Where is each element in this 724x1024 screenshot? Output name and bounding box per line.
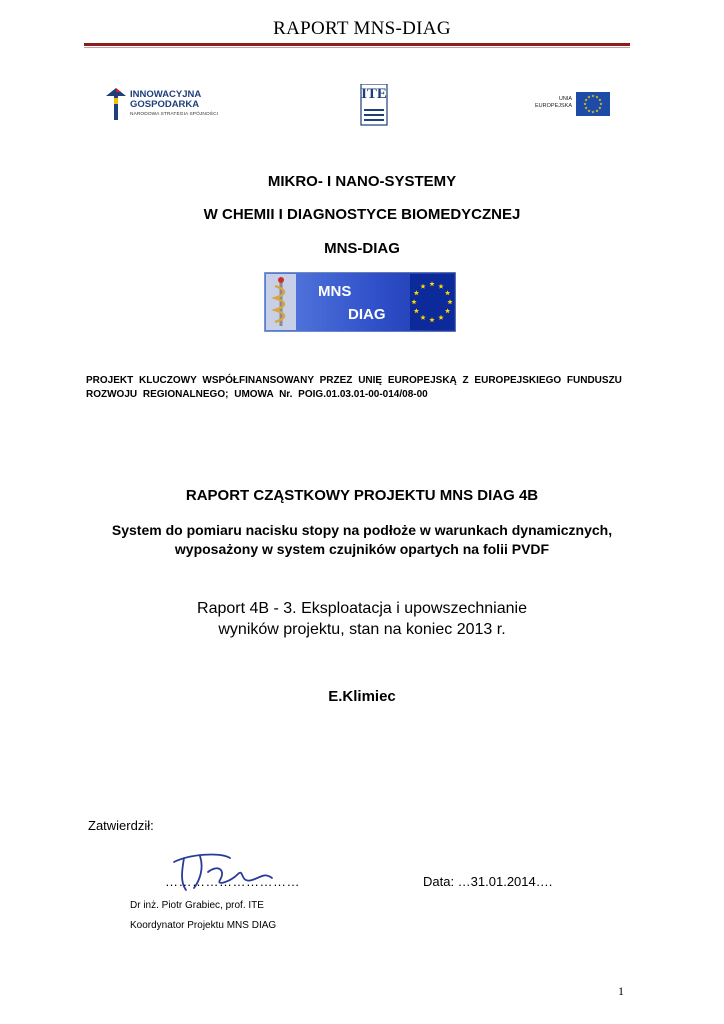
project-line-2: ROZWOJU REGIONALNEGO; UMOWA Nr. POIG.01.03.01-00-014/08-00 — [86, 389, 428, 400]
report-description-line-2: wyników projektu, stan na koniec 2013 r. — [218, 621, 506, 638]
report-subtitle-line-2: wyposażony w system czujników opartych na folii PVDF — [174, 541, 550, 557]
page-number: 1 — [618, 984, 624, 998]
ig-logo-subtext: NARODOWA STRATEGIA SPÓJNOŚCI — [130, 112, 219, 117]
mns-banner-text-1: MNS — [318, 283, 352, 300]
signer-role: Koordynator Projektu MNS DIAG — [130, 920, 277, 931]
title-line-1: MIKRO- I NANO-SYSTEMY — [267, 173, 457, 190]
eu-star-icon — [595, 95, 598, 98]
ig-line-2: GOSPODARKA — [130, 99, 200, 110]
eu-logo-text — [532, 96, 572, 110]
signer-block — [130, 896, 276, 936]
approval-date: Data: …31.01.2014…. — [423, 874, 553, 889]
eu-logo — [532, 92, 612, 118]
eu-star-icon — [587, 109, 590, 112]
eu-star-icon — [587, 95, 590, 98]
eu-star-icon — [599, 102, 602, 105]
ig-line-1: INNOWACYJNA — [130, 89, 202, 100]
ig-logo-text — [130, 90, 201, 110]
eu-star-icon — [583, 102, 586, 105]
mns-diag-banner — [264, 272, 456, 332]
eu-flag-icon — [576, 92, 610, 116]
title-line-3: MNS-DIAG — [324, 240, 400, 257]
ite-logo-text: ITE — [361, 86, 387, 102]
project-line-1: PROJEKT KLUCZOWY WSPÓŁFINANSOWANY PRZEZ UNIĘ EUROPEJSKĄ Z EUROPEJSKIEGO FUNDUSZU — [86, 375, 622, 386]
running-header: RAPORT MNS-DIAG — [273, 18, 451, 39]
eu-line-2: EUROPEJSKA — [535, 103, 572, 109]
report-subtitle — [0, 521, 724, 559]
report-description-line-1: Raport 4B - 3. Eksploatacja i upowszechnianie — [197, 600, 527, 617]
eu-line-1: UNIA — [558, 96, 572, 102]
ite-logo — [360, 84, 388, 126]
eu-star-icon — [585, 106, 588, 109]
innowacyjna-gospodarka-logo — [104, 84, 224, 124]
eu-star-icon — [598, 106, 601, 109]
eu-star-icon — [598, 98, 601, 101]
signer-name: Dr inż. Piotr Grabiec, prof. ITE — [130, 900, 264, 911]
report-title: RAPORT CZĄSTKOWY PROJEKTU MNS DIAG 4B — [185, 487, 539, 504]
project-funding-text — [86, 374, 632, 402]
report-description — [0, 598, 724, 640]
report-author: E.Klimiec — [328, 688, 396, 705]
title-line-2: W CHEMII I DIAGNOSTYCE BIOMEDYCZNEJ — [203, 206, 521, 223]
report-subtitle-line-1: System do pomiaru nacisku stopy na podłoże w warunkach dynamicznych, — [111, 522, 613, 538]
eu-star-icon — [585, 98, 588, 101]
approved-label: Zatwierdził: — [88, 818, 154, 833]
signature-dots: ………………………… — [165, 874, 300, 889]
eu-star-icon — [591, 94, 594, 97]
mns-banner-text-2: DIAG — [348, 306, 386, 323]
ig-emblem-icon — [104, 86, 128, 122]
eu-star-icon — [595, 109, 598, 112]
eu-star-icon — [591, 110, 594, 113]
header-rule-thin — [84, 47, 630, 48]
header-rule — [84, 43, 630, 46]
